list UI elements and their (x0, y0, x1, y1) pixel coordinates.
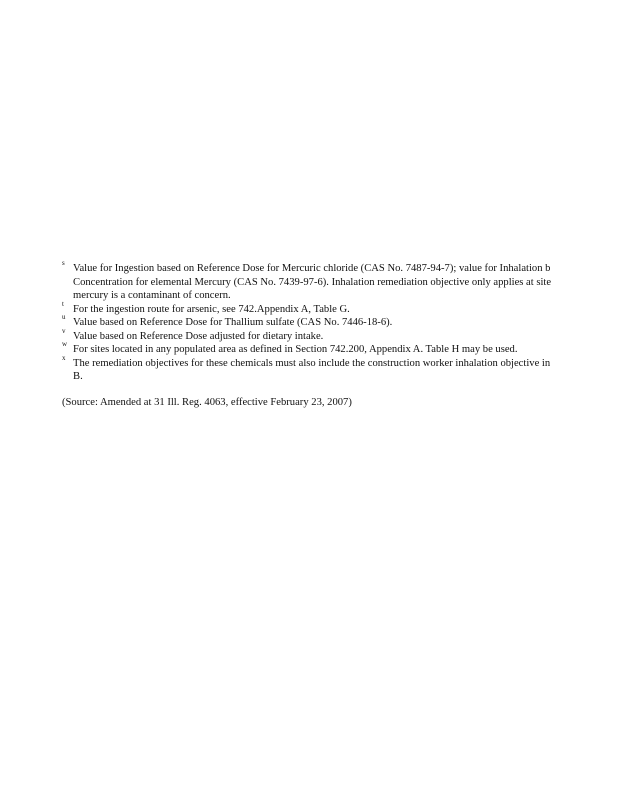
footnote-w (62, 340, 618, 357)
footnote-s (62, 259, 618, 303)
footnote-t (62, 299, 618, 317)
footnotes-list (62, 259, 618, 384)
footnote-text-line: Value based on Reference Dose adjusted for dietary intake. (73, 330, 324, 342)
footnote-text-line: Concentration for elemental Mercury (CAS No. 7439-97-6). Inhalation remediation objective only applies at site (73, 276, 552, 288)
footnote-marker: s (62, 259, 65, 267)
footnote-marker: u (62, 313, 66, 321)
footnote-marker: w (62, 340, 68, 348)
footnote-marker: t (62, 299, 64, 308)
footnote-text-line: The remediation objectives for these chemicals must also include the construction worker inhalation objective in (73, 357, 551, 369)
footnote-marker: v (62, 326, 66, 335)
footnote-text-line: For sites located in any populated area as defined in Section 742.200, Appendix A. Table H may be used. (73, 344, 518, 355)
footnote-x (62, 353, 618, 384)
footnote-v (62, 326, 618, 344)
source-citation: (Source: Amended at 31 Ill. Reg. 4063, effective February 23, 2007) (62, 397, 352, 408)
footnote-text-line: For the ingestion route for arsenic, see 742.Appendix A, Table G. (73, 303, 350, 315)
footnote-u (62, 313, 618, 330)
footnote-marker: x (62, 353, 66, 362)
footnote-text-line: Value for Ingestion based on Reference Dose for Mercuric chloride (CAS No. 7487-94-7); value for Inhalation b (73, 263, 551, 274)
footnote-text-line: B. (73, 371, 83, 382)
footnote-text-line: mercury is a contaminant of concern. (73, 290, 231, 301)
footnote-text-line: Value based on Reference Dose for Thallium sulfate (CAS No. 7446-18-6). (73, 317, 393, 328)
